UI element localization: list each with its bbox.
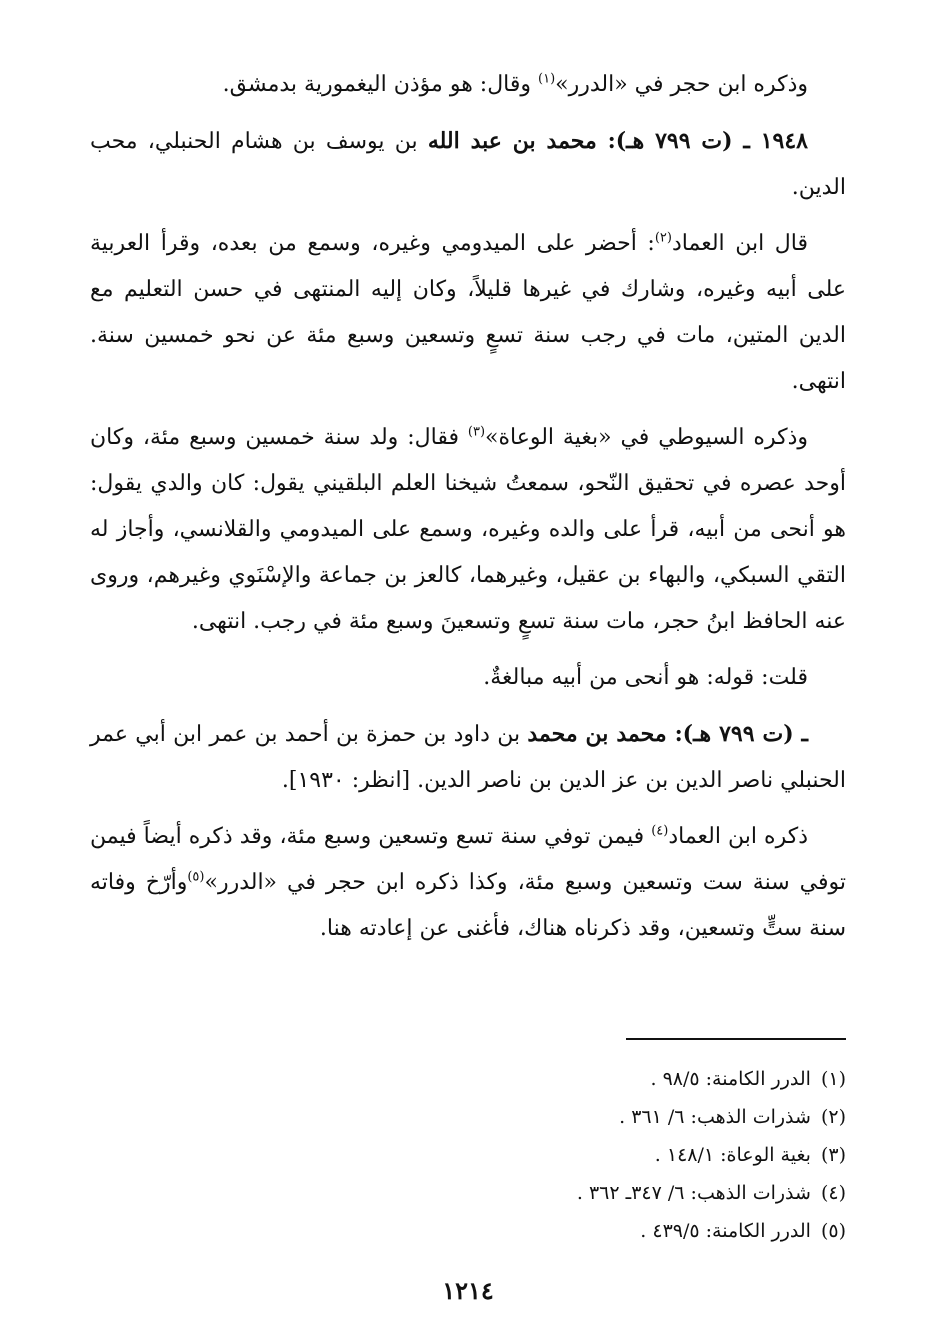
text: قال ابن العماد bbox=[671, 231, 808, 256]
footnote-ref-3[interactable]: (٣) bbox=[467, 424, 486, 440]
footnote-item bbox=[90, 1212, 846, 1250]
page-number: ١٢١٤ bbox=[442, 1276, 494, 1305]
footnote-number: (٣) bbox=[820, 1144, 846, 1166]
footnote-text: بغية الوعاة: ١٤٨/١ . bbox=[654, 1144, 811, 1166]
footnote-item bbox=[90, 1098, 846, 1136]
paragraph-comment bbox=[90, 655, 846, 701]
entry-muhammad-bin-muhammad bbox=[90, 711, 846, 804]
entry-text: بن يوسف بن هشام الحنبلي، محب الدين. bbox=[90, 129, 846, 200]
text: قلت: قوله: هو أنحى من أبيه مبالغةٌ. bbox=[483, 665, 808, 690]
entry-text: بن داود بن حمزة بن أحمد بن عمر ابن أبي عمر الحنبلي ناصر الدين بن عز الدين بن ناصر الدين. [انظر: ١٩٣٠]. bbox=[90, 722, 846, 793]
footnote-divider bbox=[626, 1038, 846, 1040]
footnote-ref-4[interactable]: (٤) bbox=[651, 823, 669, 839]
footnote-number: (٢) bbox=[820, 1106, 846, 1128]
footnotes bbox=[90, 1060, 846, 1250]
paragraph-ibn-al-imad bbox=[90, 221, 846, 405]
footnote-text: شذرات الذهب: ٦/ ٣٤٧ـ ٣٦٢ . bbox=[576, 1182, 811, 1204]
footnote-text: الدرر الكامنة: ٤٣٩/٥ . bbox=[640, 1220, 811, 1242]
footnote-ref-2[interactable]: (٢) bbox=[654, 230, 672, 246]
footnote-item bbox=[90, 1174, 846, 1212]
paragraph-suyuti bbox=[90, 415, 846, 645]
footnote-text: الدرر الكامنة: ٩٨/٥ . bbox=[650, 1068, 811, 1090]
entry-heading: ١٩٤٨ ـ (ت ٧٩٩ هـ): محمد بن عبد الله bbox=[427, 128, 808, 154]
footnote-item bbox=[90, 1060, 846, 1098]
text: وقال: هو مؤذن اليغمورية بدمشق. bbox=[222, 72, 539, 97]
text: وذكره السيوطي في «بغية الوعاة» bbox=[485, 425, 808, 450]
page-body bbox=[90, 62, 846, 962]
footnote-number: (٥) bbox=[820, 1220, 846, 1242]
footnote-number: (٤) bbox=[820, 1182, 846, 1204]
text: ذكره ابن العماد bbox=[668, 824, 808, 849]
paragraph-ibn-hajar-note bbox=[90, 62, 846, 108]
paragraph-ibn-al-imad-2 bbox=[90, 814, 846, 952]
text: : أحضر على الميدومي وغيره، وسمع من بعده، وقرأ العربية على أبيه وغيره، وشارك في غيرها قليلاً، وكان إليه المنتهى في حسن التعليم مع الدين المتين، مات في رجب سنة تسعٍ وتسعين وسبع مئة عن نحو خمسين سنة. انتهى. bbox=[90, 231, 846, 394]
entry-1948 bbox=[90, 118, 846, 211]
text: فيمن توفي سنة تسع وتسعين وسبع مئة، وقد ذكره أيضاً فيمن توفي سنة ست وتسعين وسبع مئة، وكذا ذكره ابن حجر في «الدرر» bbox=[90, 824, 846, 895]
entry-heading: ـ (ت ٧٩٩ هـ): محمد بن محمد bbox=[527, 721, 808, 747]
footnote-number: (١) bbox=[820, 1068, 846, 1090]
footnote-ref-1[interactable]: (١) bbox=[538, 71, 556, 87]
text: فقال: ولد سنة خمسين وسبع مئة، وكان أوحد عصره في تحقيق النّحو، سمعتُ شيخنا العلم البلقيني يقول: كان والدي يقول: هو أنحى من أبيه، قرأ على والده وغيره، وسمع على الميدومي والقلانسي، وأجاز له التقي السبكي، والبهاء بن عقيل، وغيرهما، كالعز بن جماعة والإسْنَوي وغيرهم، وروى عنه الحافظ ابنُ حجر، مات سنة تسعٍ وتسعينَ وسبع مئة في رجب. انتهى. bbox=[90, 425, 847, 634]
text: وأرّخ وفاته سنة ستٍّ وتسعين، وقد ذكرناه هناك، فأغنى عن إعادته هنا. bbox=[90, 870, 846, 941]
footnote-text: شذرات الذهب: ٦/ ٣٦١ . bbox=[619, 1106, 811, 1128]
footnote-item bbox=[90, 1136, 846, 1174]
footnote-ref-5[interactable]: (٥) bbox=[187, 869, 205, 885]
text: وذكره ابن حجر في «الدرر» bbox=[555, 72, 808, 97]
